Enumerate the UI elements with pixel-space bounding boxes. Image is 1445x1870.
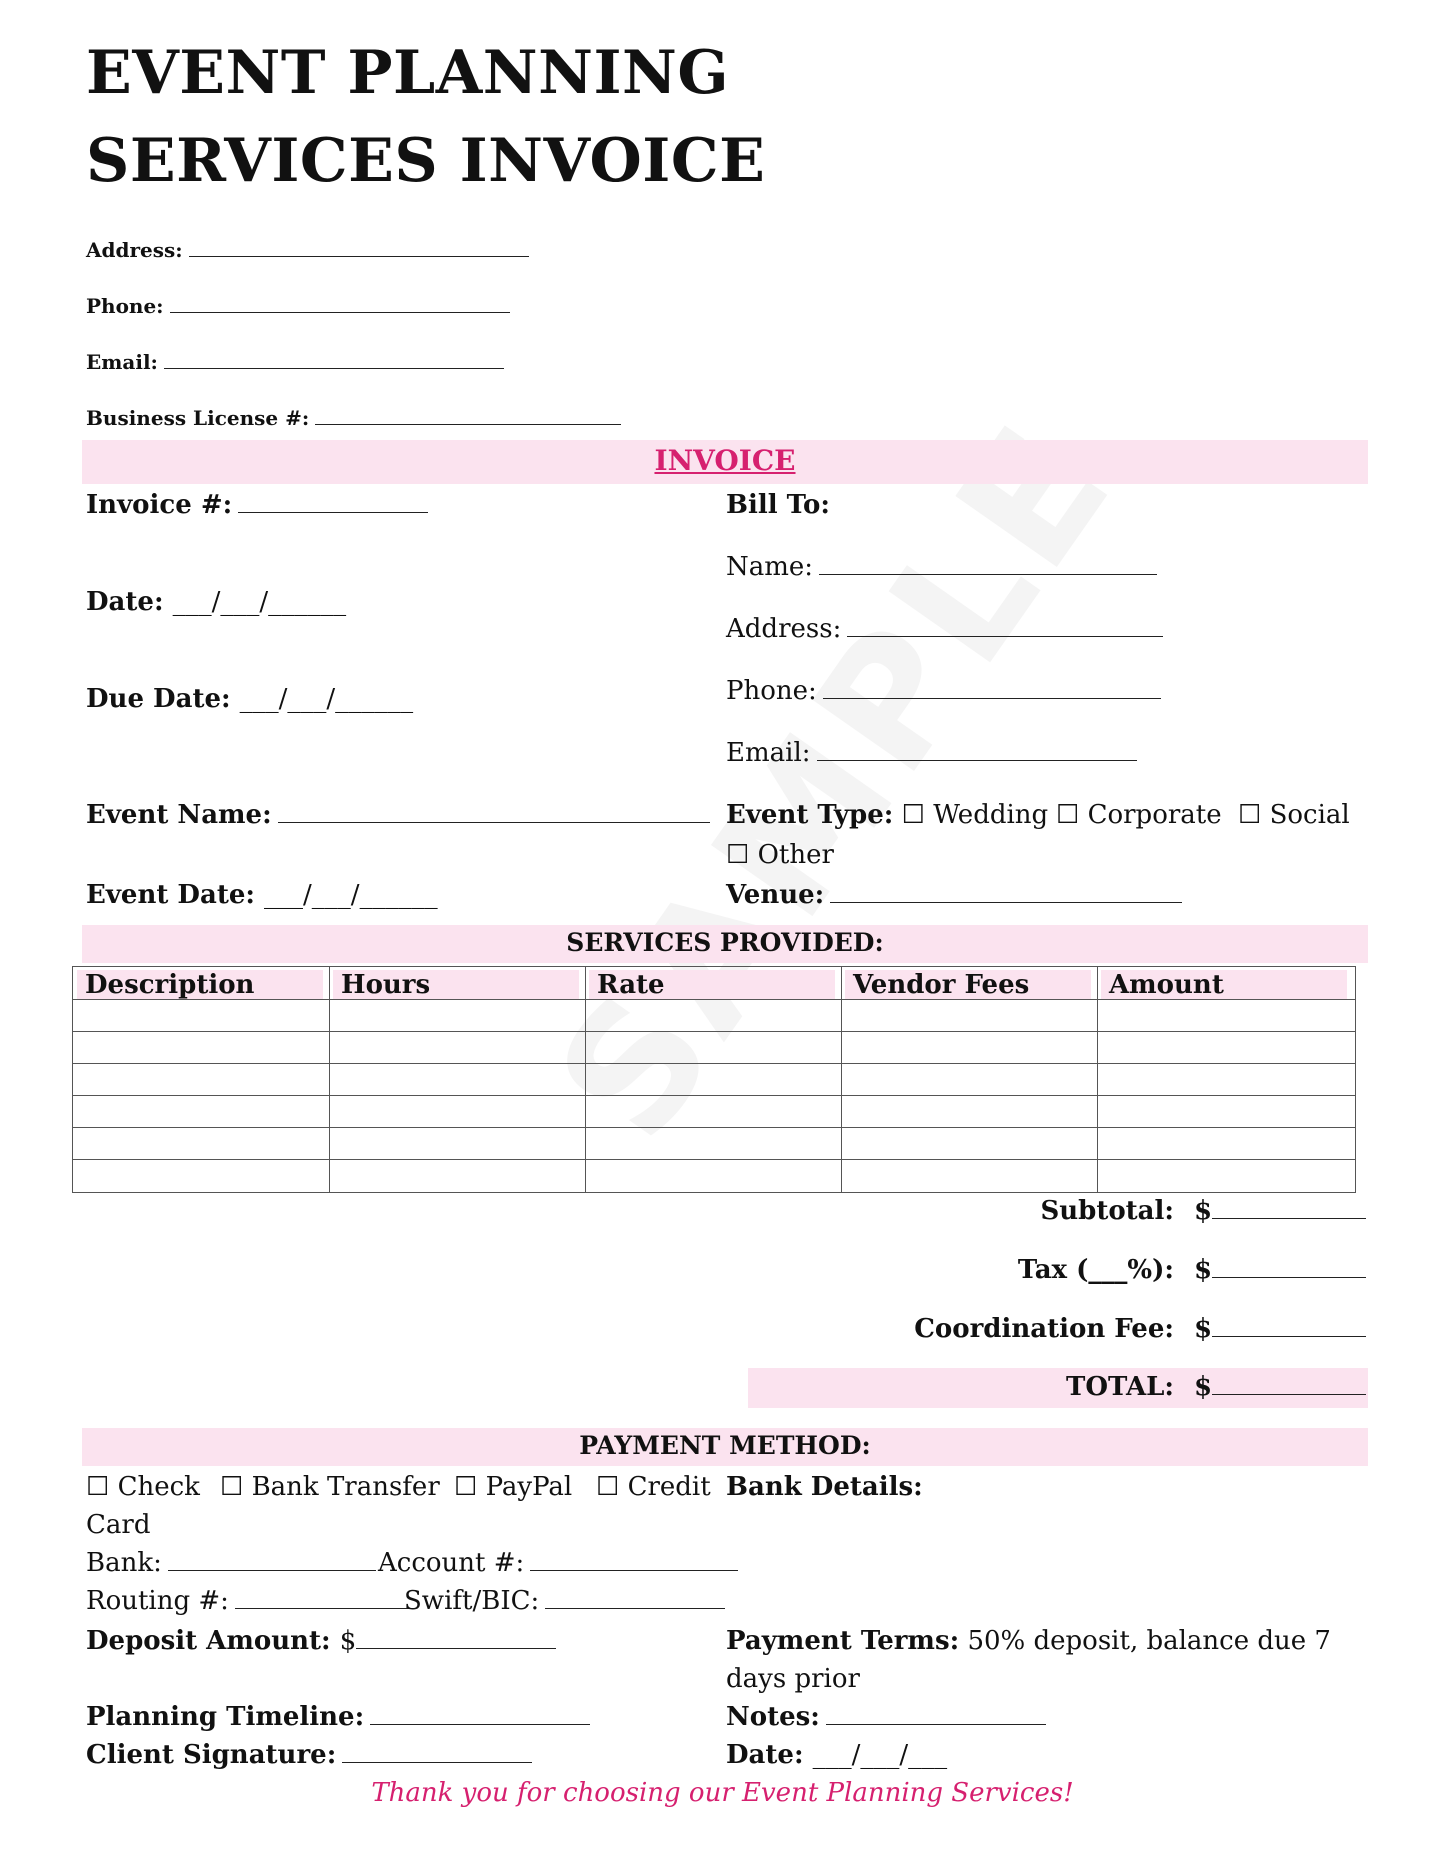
- business-license-label: Business License #:: [86, 406, 310, 430]
- business-license-field[interactable]: [86, 406, 621, 430]
- services-heading: SERVICES PROVIDED:: [566, 928, 884, 957]
- page-title-line2: SERVICES INVOICE: [86, 126, 766, 196]
- table-row[interactable]: [73, 1031, 1355, 1032]
- payment-terms: [726, 1626, 1331, 1656]
- bill-to-address-label: Address:: [726, 614, 842, 644]
- event-type-corporate-checkbox[interactable]: ☐ Corporate: [1056, 800, 1222, 830]
- company-address-field[interactable]: [86, 238, 529, 262]
- total-label: TOTAL:: [1066, 1372, 1174, 1402]
- due-date-value: ___/___/______: [239, 684, 414, 714]
- due-date-field[interactable]: [86, 684, 413, 714]
- event-name-label: Event Name:: [86, 800, 272, 830]
- company-phone-field[interactable]: [86, 294, 510, 318]
- due-date-label: Due Date:: [86, 684, 231, 714]
- planning-timeline-label: Planning Timeline:: [86, 1702, 365, 1732]
- payment-terms-value: 50% deposit, balance due 7: [967, 1626, 1331, 1656]
- total-field[interactable]: $: [1194, 1372, 1366, 1402]
- invoice-heading: INVOICE: [654, 444, 796, 477]
- bill-to-heading: Bill To:: [726, 490, 830, 520]
- routing-number-label: Routing #:: [86, 1586, 229, 1616]
- table-row[interactable]: [73, 999, 1355, 1000]
- account-number-field[interactable]: [378, 1548, 738, 1578]
- coordination-fee-label: Coordination Fee:: [914, 1314, 1174, 1344]
- tax-field[interactable]: $: [1194, 1255, 1366, 1285]
- tax-label: Tax (___%):: [1017, 1255, 1174, 1285]
- invoice-date-label: Date:: [86, 587, 164, 617]
- company-phone-label: Phone:: [86, 294, 164, 318]
- table-row[interactable]: [73, 1127, 1355, 1128]
- bill-to-name-label: Name:: [726, 552, 814, 582]
- client-signature-field[interactable]: [86, 1740, 532, 1770]
- client-signature-label: Client Signature:: [86, 1740, 337, 1770]
- payment-terms-wrap: days prior: [726, 1664, 860, 1694]
- bill-to-phone-field[interactable]: [726, 676, 1161, 706]
- payment-credit-checkbox[interactable]: ☐ Credit: [596, 1472, 711, 1502]
- payment-heading: PAYMENT METHOD:: [579, 1431, 871, 1460]
- invoice-number-label: Invoice #:: [86, 490, 233, 520]
- table-row[interactable]: [73, 1063, 1355, 1064]
- company-email-field[interactable]: [86, 350, 504, 374]
- event-type-social-checkbox[interactable]: ☐ Social: [1238, 800, 1350, 830]
- bill-to-email-label: Email:: [726, 738, 811, 768]
- thank-you-message: Thank you for choosing our Event Planning Services!: [371, 1778, 1074, 1808]
- bank-name-field[interactable]: [86, 1548, 376, 1578]
- invoice-bar: [82, 440, 1368, 484]
- column-header-amount: Amount: [1101, 970, 1347, 1000]
- table-row[interactable]: [73, 1095, 1355, 1096]
- payment-bank-transfer-checkbox[interactable]: ☐ Bank Transfer: [220, 1472, 440, 1502]
- bank-details-heading: Bank Details:: [726, 1472, 923, 1502]
- bill-to-email-field[interactable]: [726, 738, 1137, 768]
- invoice-date-value: ___/___/______: [172, 587, 347, 617]
- bill-to-address-field[interactable]: [726, 614, 1163, 644]
- invoice-number-field[interactable]: [86, 490, 428, 520]
- event-type-label: Event Type:: [726, 800, 894, 830]
- routing-number-field[interactable]: [86, 1586, 415, 1616]
- subtotal-label: Subtotal:: [1040, 1196, 1174, 1226]
- deposit-amount-label: Deposit Amount:: [86, 1626, 331, 1656]
- payment-credit-wrap: Card: [86, 1510, 151, 1540]
- bank-name-label: Bank:: [86, 1548, 162, 1578]
- payment-paypal-checkbox[interactable]: ☐ PayPal: [454, 1472, 573, 1502]
- notes-label: Notes:: [726, 1702, 820, 1732]
- signature-date-field[interactable]: [726, 1740, 947, 1770]
- payment-check-checkbox[interactable]: ☐ Check: [86, 1472, 200, 1502]
- coordination-fee-field[interactable]: $: [1194, 1314, 1366, 1344]
- invoice-date-field[interactable]: [86, 587, 346, 617]
- swift-bic-label: Swift/BIC:: [404, 1586, 540, 1616]
- planning-timeline-field[interactable]: [86, 1702, 590, 1732]
- services-bar: [82, 925, 1368, 963]
- event-type-row: [726, 800, 1048, 830]
- payment-terms-label: Payment Terms:: [726, 1626, 960, 1656]
- column-header-hours: Hours: [333, 970, 579, 1000]
- column-header-description: Description: [77, 970, 323, 1000]
- bill-to-phone-label: Phone:: [726, 676, 817, 706]
- event-type-wedding-checkbox[interactable]: ☐ Wedding: [901, 800, 1049, 830]
- account-number-label: Account #:: [378, 1548, 525, 1578]
- signature-date-value: ___/___/___: [812, 1740, 948, 1770]
- column-header-rate: Rate: [589, 970, 835, 1000]
- event-name-field[interactable]: [86, 800, 710, 830]
- event-date-field[interactable]: [86, 880, 438, 910]
- page-title-line1: EVENT PLANNING: [86, 38, 730, 108]
- company-address-label: Address:: [86, 238, 183, 262]
- event-date-value: ___/___/______: [264, 880, 438, 910]
- company-email-label: Email:: [86, 350, 158, 374]
- notes-field[interactable]: [726, 1702, 1046, 1732]
- event-date-label: Event Date:: [86, 880, 255, 910]
- venue-field[interactable]: [726, 880, 1182, 910]
- swift-bic-field[interactable]: [404, 1586, 725, 1616]
- subtotal-field[interactable]: $: [1194, 1196, 1366, 1226]
- table-row[interactable]: [73, 1159, 1355, 1160]
- venue-label: Venue:: [726, 880, 825, 910]
- bill-to-name-field[interactable]: [726, 552, 1157, 582]
- deposit-amount-field[interactable]: Deposit Amount: $: [86, 1626, 556, 1656]
- services-table: [72, 966, 1356, 1193]
- column-header-vendor-fees: Vendor Fees: [845, 970, 1091, 1000]
- payment-bar: [82, 1428, 1368, 1466]
- event-type-other-checkbox[interactable]: ☐ Other: [726, 840, 834, 870]
- signature-date-label: Date:: [726, 1740, 804, 1770]
